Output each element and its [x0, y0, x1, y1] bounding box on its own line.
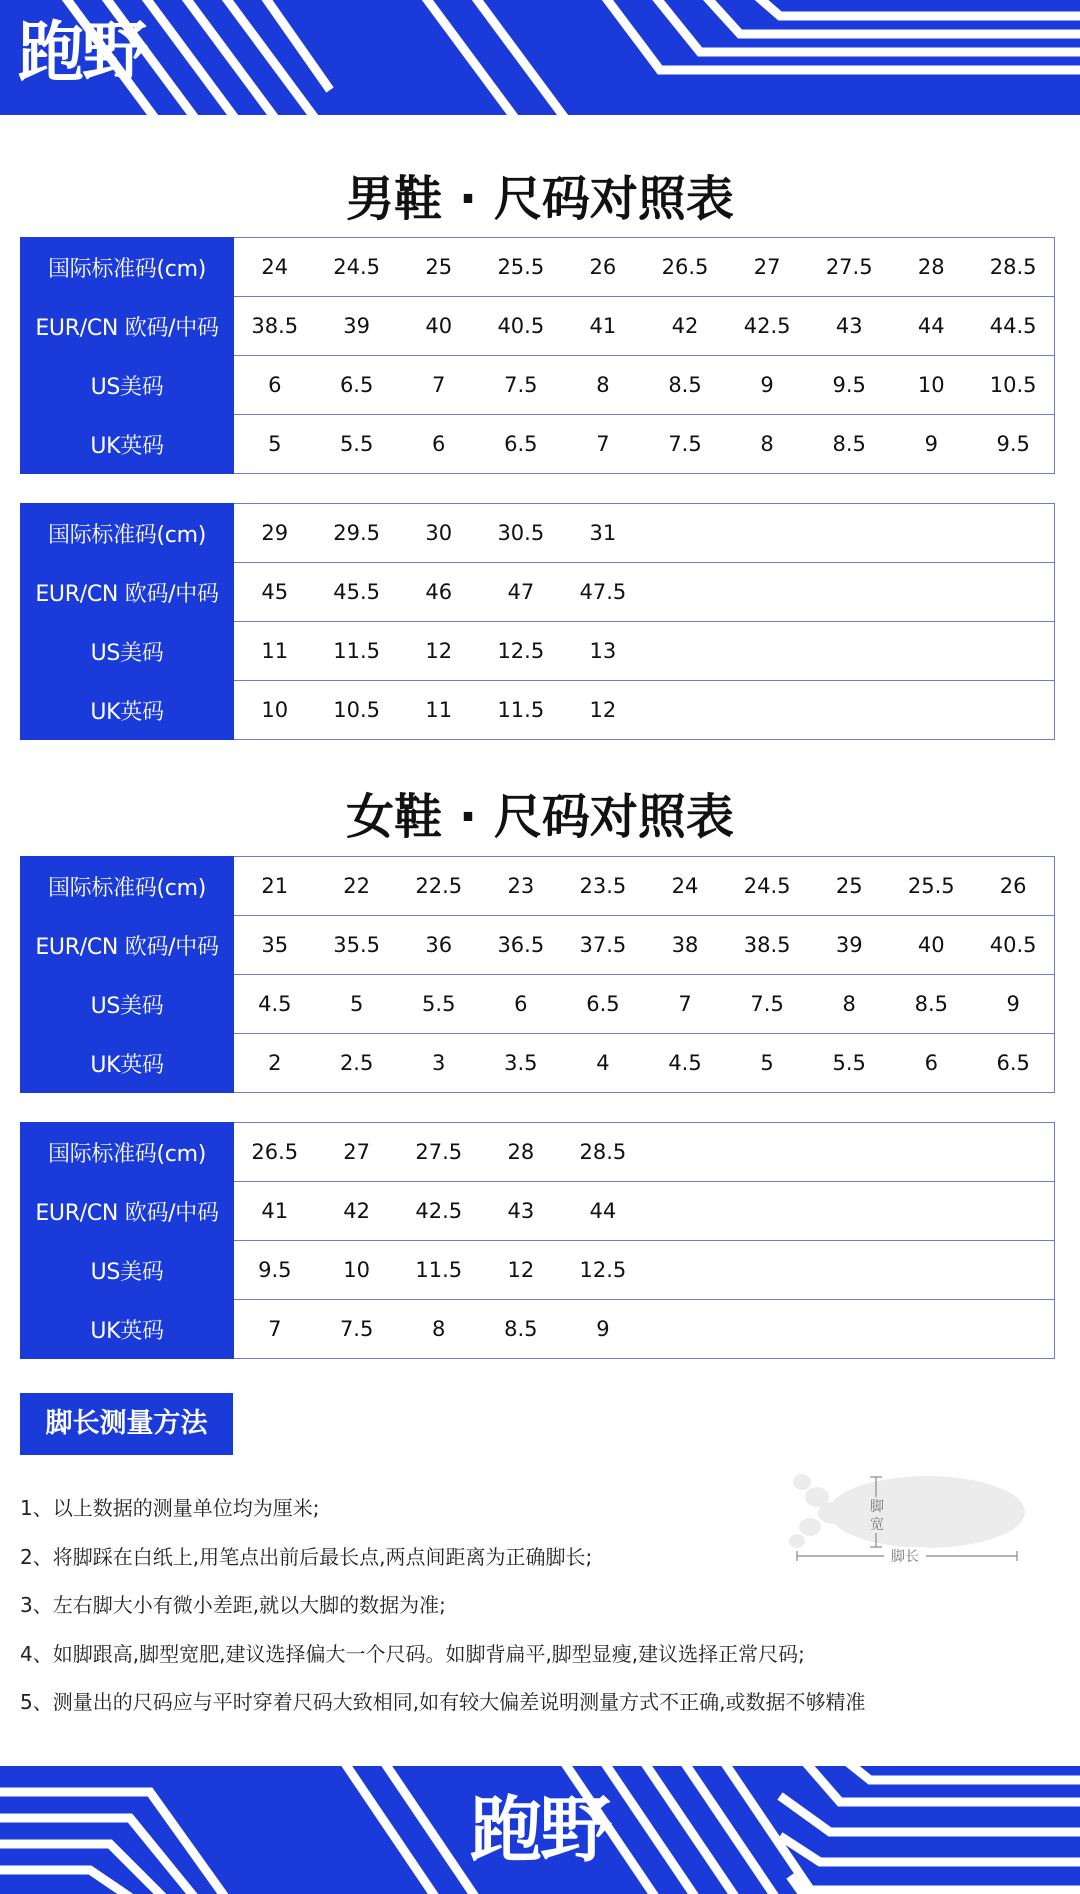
- size-cell: 7: [644, 975, 726, 1034]
- stripe-pattern-top: [0, 0, 1080, 115]
- size-cell: 6: [890, 1034, 972, 1093]
- size-cell: 5.5: [398, 975, 480, 1034]
- size-cell: 8.5: [644, 356, 726, 415]
- foot-outline-icon: [752, 1447, 1038, 1579]
- size-cell: 6: [480, 975, 562, 1034]
- row-label: US美码: [21, 1241, 234, 1300]
- size-cell: 7: [562, 415, 644, 474]
- size-cell: 27.5: [808, 238, 890, 297]
- size-cell: 11.5: [316, 622, 398, 681]
- size-cell: 10: [234, 681, 316, 740]
- table-row: [21, 1034, 1055, 1093]
- size-cell: 8: [562, 356, 644, 415]
- size-cell: 12.5: [480, 622, 562, 681]
- size-cell: 8.5: [890, 975, 972, 1034]
- size-cell: 4.5: [644, 1034, 726, 1093]
- size-cell: 9: [972, 975, 1054, 1034]
- size-cell: 22: [316, 857, 398, 916]
- size-cell: 8: [398, 1300, 480, 1359]
- size-cell: 6.5: [480, 415, 562, 474]
- table-row: [21, 1123, 1055, 1182]
- size-cell: 6: [398, 415, 480, 474]
- size-cell: 22.5: [398, 857, 480, 916]
- row-label: 国际标准码(cm): [21, 1123, 234, 1182]
- size-cell: 47.5: [562, 563, 644, 622]
- brand-logo-bottom: 跑野: [470, 1788, 611, 1872]
- table-row: [21, 681, 1055, 740]
- size-cell: 45: [234, 563, 316, 622]
- size-cell: 24: [644, 857, 726, 916]
- size-cell: 38.5: [726, 916, 808, 975]
- size-cell: 35.5: [316, 916, 398, 975]
- measure-note: 2、将脚踩在白纸上,用笔点出前后最长点,两点间距离为正确脚长;: [20, 1545, 593, 1569]
- bottom-banner: [0, 1766, 1080, 1894]
- size-cell: 10.5: [972, 356, 1054, 415]
- table-row: [21, 975, 1055, 1034]
- table-row: [21, 563, 1055, 622]
- table-row: [21, 504, 1055, 563]
- size-cell: 25.5: [890, 857, 972, 916]
- size-cell: 7.5: [726, 975, 808, 1034]
- size-cell: 30: [398, 504, 480, 563]
- table-row: [21, 1182, 1055, 1241]
- size-cell: 28.5: [972, 238, 1054, 297]
- size-cell: 5: [234, 415, 316, 474]
- size-cell: 13: [562, 622, 644, 681]
- row-label: EUR/CN 欧码/中码: [21, 916, 234, 975]
- size-cell: 45.5: [316, 563, 398, 622]
- size-cell: 12: [562, 681, 644, 740]
- measure-note: 1、以上数据的测量单位均为厘米;: [20, 1496, 320, 1520]
- size-cell: 23.5: [562, 857, 644, 916]
- size-cell: 41: [234, 1182, 316, 1241]
- foot-length-label: 脚长: [891, 1549, 919, 1565]
- size-cell: 9.5: [234, 1241, 316, 1300]
- size-cell: 29: [234, 504, 316, 563]
- size-cell: 31: [562, 504, 644, 563]
- table-row: [21, 857, 1055, 916]
- table-row: [21, 622, 1055, 681]
- size-cell: 41: [562, 297, 644, 356]
- size-cell: 46: [398, 563, 480, 622]
- size-cell: 40: [890, 916, 972, 975]
- brand-logo-top: 跑野: [18, 14, 146, 91]
- measure-note: 3、左右脚大小有微小差距,就以大脚的数据为准;: [20, 1593, 446, 1617]
- size-cell: 11: [234, 622, 316, 681]
- size-cell: 24: [234, 238, 316, 297]
- table-row: [21, 415, 1055, 474]
- row-label: 国际标准码(cm): [21, 504, 234, 563]
- foot-width-label-1: 脚: [870, 1499, 884, 1515]
- size-cell: 43: [808, 297, 890, 356]
- women-size-table-2: [20, 1122, 1055, 1359]
- table-row: [21, 1300, 1055, 1359]
- table-row: [21, 916, 1055, 975]
- measure-method-title: 脚长测量方法: [20, 1393, 233, 1455]
- size-cell: 11.5: [480, 681, 562, 740]
- size-cell: 9.5: [808, 356, 890, 415]
- table-row: [21, 356, 1055, 415]
- size-cell: 28: [480, 1123, 562, 1182]
- size-cell: 40.5: [972, 916, 1054, 975]
- foot-width-label-2: 宽: [870, 1517, 884, 1533]
- row-label: UK英码: [21, 681, 234, 740]
- women-section-title: 女鞋 · 尺码对照表: [346, 789, 734, 845]
- size-cell: 24.5: [316, 238, 398, 297]
- size-cell: 42: [316, 1182, 398, 1241]
- row-label: UK英码: [21, 1300, 234, 1359]
- table-row: [21, 238, 1055, 297]
- size-cell: 38.5: [234, 297, 316, 356]
- size-cell: 39: [808, 916, 890, 975]
- size-cell: 42.5: [726, 297, 808, 356]
- size-cell: 5.5: [316, 415, 398, 474]
- size-cell: 7.5: [644, 415, 726, 474]
- size-cell: 26.5: [644, 238, 726, 297]
- row-label: 国际标准码(cm): [21, 857, 234, 916]
- size-cell: 25: [808, 857, 890, 916]
- size-cell: 12: [398, 622, 480, 681]
- size-cell: 27: [316, 1123, 398, 1182]
- size-cell: 35: [234, 916, 316, 975]
- size-cell: 36.5: [480, 916, 562, 975]
- size-cell: 7.5: [316, 1300, 398, 1359]
- men-size-table-2: [20, 503, 1055, 740]
- row-label: EUR/CN 欧码/中码: [21, 297, 234, 356]
- top-banner: [0, 0, 1080, 115]
- size-cell: 6.5: [562, 975, 644, 1034]
- row-label: US美码: [21, 622, 234, 681]
- table-row: [21, 1241, 1055, 1300]
- row-label: EUR/CN 欧码/中码: [21, 563, 234, 622]
- size-cell: 7.5: [480, 356, 562, 415]
- size-cell: 9.5: [972, 415, 1054, 474]
- size-cell: 30.5: [480, 504, 562, 563]
- size-cell: 43: [480, 1182, 562, 1241]
- size-cell: 10: [316, 1241, 398, 1300]
- size-cell: 3: [398, 1034, 480, 1093]
- size-cell: 8.5: [480, 1300, 562, 1359]
- size-cell: 28: [890, 238, 972, 297]
- size-cell: 7: [398, 356, 480, 415]
- row-label: US美码: [21, 975, 234, 1034]
- size-cell: 21: [234, 857, 316, 916]
- size-cell: 8: [726, 415, 808, 474]
- size-cell: 9: [726, 356, 808, 415]
- size-cell: 44: [562, 1182, 644, 1241]
- size-cell: 44.5: [972, 297, 1054, 356]
- size-cell: 8.5: [808, 415, 890, 474]
- size-cell: 25.5: [480, 238, 562, 297]
- size-cell: 6: [234, 356, 316, 415]
- size-cell: 26: [562, 238, 644, 297]
- size-cell: 7: [234, 1300, 316, 1359]
- size-cell: 37.5: [562, 916, 644, 975]
- row-label: UK英码: [21, 1034, 234, 1093]
- row-label: 国际标准码(cm): [21, 238, 234, 297]
- size-cell: 6.5: [316, 356, 398, 415]
- size-cell: 38: [644, 916, 726, 975]
- size-cell: 11.5: [398, 1241, 480, 1300]
- size-cell: 42: [644, 297, 726, 356]
- size-cell: 28.5: [562, 1123, 644, 1182]
- size-cell: 3.5: [480, 1034, 562, 1093]
- women-size-table-1: [20, 856, 1055, 1093]
- size-cell: 10: [890, 356, 972, 415]
- size-cell: 12.5: [562, 1241, 644, 1300]
- size-cell: 39: [316, 297, 398, 356]
- size-cell: 9: [890, 415, 972, 474]
- row-label: UK英码: [21, 415, 234, 474]
- size-cell: 2: [234, 1034, 316, 1093]
- size-cell: 5.5: [808, 1034, 890, 1093]
- size-cell: 25: [398, 238, 480, 297]
- row-label: US美码: [21, 356, 234, 415]
- size-cell: 24.5: [726, 857, 808, 916]
- size-cell: 12: [480, 1241, 562, 1300]
- size-cell: 8: [808, 975, 890, 1034]
- size-cell: 4: [562, 1034, 644, 1093]
- size-cell: 40.5: [480, 297, 562, 356]
- size-cell: 26: [972, 857, 1054, 916]
- size-cell: 42.5: [398, 1182, 480, 1241]
- size-cell: 27.5: [398, 1123, 480, 1182]
- size-cell: 4.5: [234, 975, 316, 1034]
- size-cell: 11: [398, 681, 480, 740]
- size-cell: 29.5: [316, 504, 398, 563]
- size-cell: 6.5: [972, 1034, 1054, 1093]
- row-label: EUR/CN 欧码/中码: [21, 1182, 234, 1241]
- size-cell: 10.5: [316, 681, 398, 740]
- size-cell: 47: [480, 563, 562, 622]
- size-cell: 36: [398, 916, 480, 975]
- men-size-table-1: [20, 237, 1055, 474]
- measure-note: 5、测量出的尺码应与平时穿着尺码大致相同,如有较大偏差说明测量方式不正确,或数据不够精准: [20, 1690, 866, 1714]
- size-cell: 9: [562, 1300, 644, 1359]
- size-cell: 26.5: [234, 1123, 316, 1182]
- size-cell: 23: [480, 857, 562, 916]
- size-cell: 2.5: [316, 1034, 398, 1093]
- size-cell: 40: [398, 297, 480, 356]
- size-cell: 27: [726, 238, 808, 297]
- measure-note: 4、如脚跟高,脚型宽肥,建议选择偏大一个尺码。如脚背扁平,脚型显瘦,建议选择正常尺码;: [20, 1642, 805, 1666]
- size-cell: 44: [890, 297, 972, 356]
- table-row: [21, 297, 1055, 356]
- men-section-title: 男鞋 · 尺码对照表: [346, 171, 734, 227]
- size-cell: 5: [726, 1034, 808, 1093]
- size-cell: 5: [316, 975, 398, 1034]
